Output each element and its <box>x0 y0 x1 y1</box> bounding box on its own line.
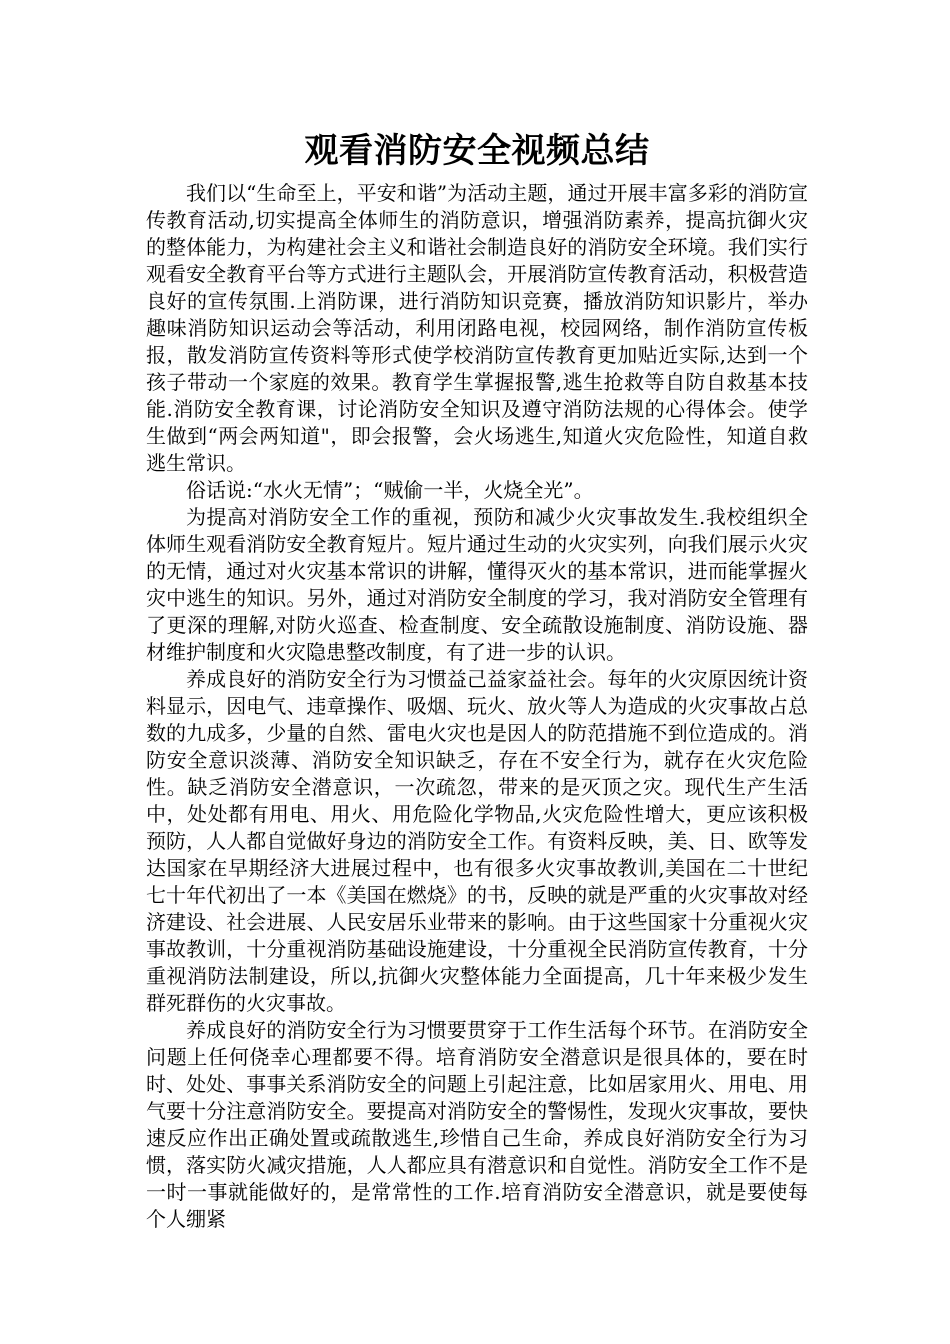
paragraph-proverb: 俗话说:“水火无情”；“贼偷一半，火烧全光”。 <box>186 478 594 502</box>
paragraph-daily-practice: 养成良好的消防安全行为习惯要贯穿于工作生活每个环节。在消防安全问题上任何侥幸心理都要不得。培育消防安全潜意识是很具体的，要在时时、处处、事事关系消防安全的问题上引起注意，比如居家用火、用电、用气要十分注意消防安全。要提高对消防安全的警惕性，发现火灾事故，要快速反应作出正确处置或疏散逃生,珍惜自己生命，养成良好消防安全行为习惯，落实防火减灾措施，人人都应具有潜意识和自觉性。消防安全工作不是一时一事就能做好的，是常常性的工作.培育消防安全潜意识，就是要使每个人绷紧 <box>146 1018 808 1231</box>
paragraph-good-habits: 养成良好的消防安全行为习惯益己益家益社会。每年的火灾原因统计资料显示，因电气、违章操作、吸烟、玩火、放火等人为造成的火灾事故占总数的九成多，少量的自然、雷电火灾也是因人的防范措施不到位造成的。消防安全意识淡薄、消防安全知识缺乏，存在不安全行为，就存在火灾危险性。缺乏消防安全潜意识，一次疏忽，带来的是灭顶之灾。现代生产生活中，处处都有用电、用火、用危险化学物品,火灾危险性增大，更应该积极预防，人人都自觉做好身边的消防安全工作。有资料反映，美、日、欧等发达国家在早期经济大进展过程中，也有很多火灾事故教训,美国在二十世纪七十年代初出了一本《美国在燃烧》的书，反映的就是严重的火灾事故对经济建设、社会进展、人民安居乐业带来的影响。由于这些国家十分重视火灾事故教训，十分重视消防基础设施建设，十分重视全民消防宣传教育，十分重视消防法制建设，所以,抗御火灾整体能力全面提高，几十年来极少发生群死群伤的火灾事故。 <box>146 667 808 1015</box>
document-title: 观看消防安全视频总结 <box>304 131 650 171</box>
document-body <box>146 128 808 1233</box>
paragraph-activity-theme: 我们以“生命至上，平安和谐”为活动主题，通过开展丰富多彩的消防宣传教育活动,切实提高全体师生的消防意识，增强消防素养，提高抗御火灾的整体能力，为构建社会主义和谐社会制造良好的消防安全环境。我们实行观看安全教育平台等方式进行主题队会，开展消防宣传教育活动，积极营造良好的宣传氛围.上消防课，进行消防知识竞赛，播放消防知识影片，举办趣味消防知识运动会等活动，利用闭路电视，校园网络，制作消防宣传板报，散发消防宣传资料等形式使学校消防宣传教育更加贴近实际,达到一个孩子带动一个家庭的效果。教育学生掌握报警,逃生抢救等自防自救基本技能.消防安全教育课，讨论消防安全知识及遵守消防法规的心得体会。使学生做到“两会两知道"，即会报警，会火场逃生,知道火灾危险性，知道自救逃生常识。 <box>146 181 808 475</box>
paragraph-safety-video: 为提高对消防安全工作的重视，预防和减少火灾事故发生.我校组织全体师生观看消防安全教育短片。短片通过生动的火灾实列，向我们展示火灾的无情，通过对火灾基本常识的讲解，懂得灭火的基本常识，进而能掌握火灾中逃生的知识。另外，通过对消防安全制度的学习，我对消防安全管理有了更深的理解,对防火巡查、检查制度、安全疏散设施制度、消防设施、器材维护制度和火灾隐患整改制度，有了进一步的认识。 <box>146 505 808 664</box>
